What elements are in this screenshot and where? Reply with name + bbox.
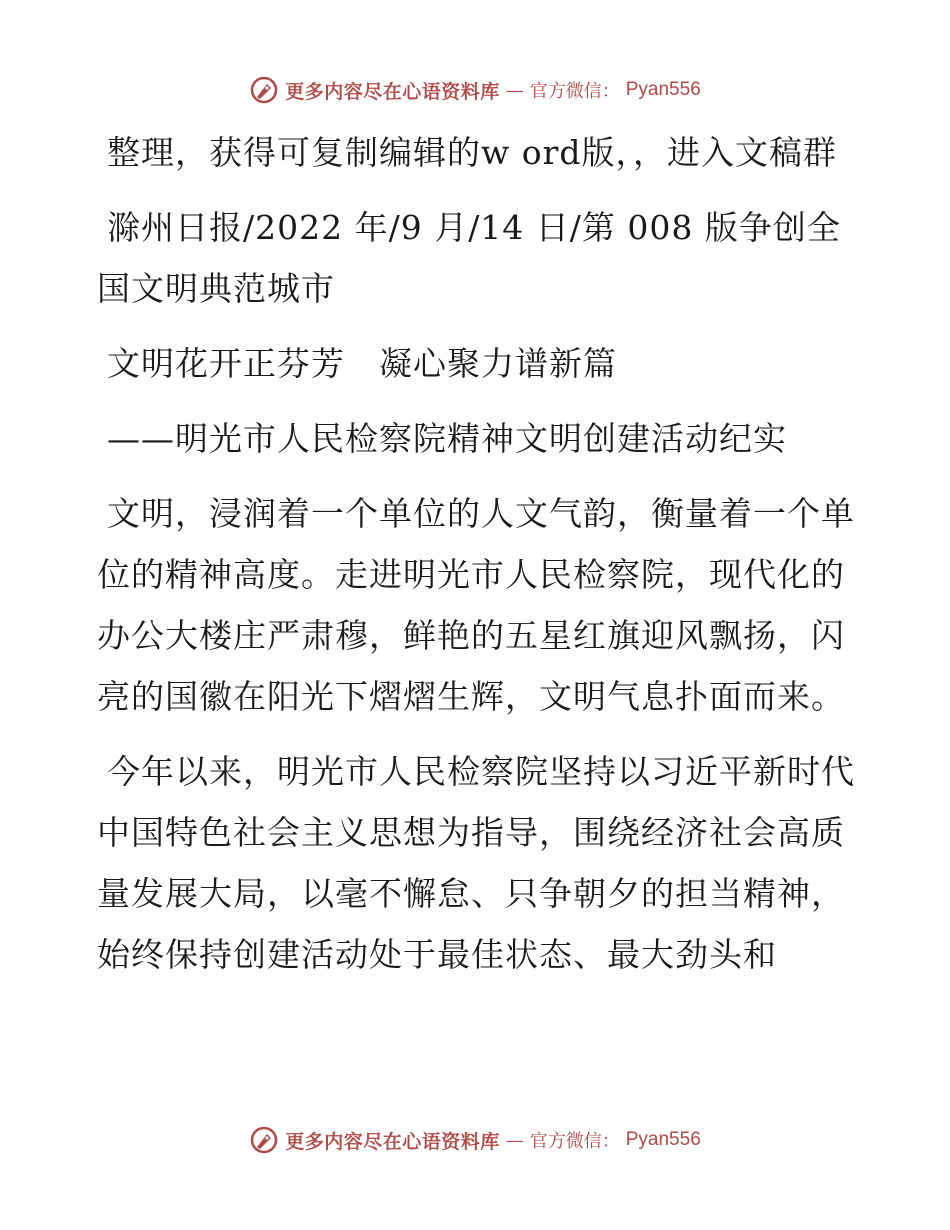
header-banner-title: 更多内容尽在心语资料库 — [285, 80, 500, 103]
paragraph — [97, 122, 857, 183]
article-title-text: 文明花开正芬芳 凝心聚力谱新篇 — [107, 344, 617, 383]
footer-banner-contact-id: Pyan556 — [625, 1129, 701, 1150]
pen-nib-logo-icon — [249, 1125, 279, 1155]
paragraph-text: 文明，浸润着一个单位的人文气韵，衡量着一个单位的精神高度。走进明光市人民检察院，现代化的办公大楼庄严肃穆，鲜艳的五星红旗迎风飘扬，闪亮的国徽在阳光下熠熠生辉，文明气息扑面而来。 — [97, 494, 855, 716]
article-subtitle-text: ——明光市人民检察院精神文明创建活动纪实 — [107, 419, 787, 458]
paragraph — [97, 197, 857, 319]
header-banner-contact-label: 官方微信： — [529, 81, 620, 102]
footer-banner-separator: — — [505, 1129, 524, 1151]
footer-banner — [0, 1120, 950, 1160]
article-title — [97, 333, 857, 394]
paragraph — [97, 483, 857, 727]
document-body — [97, 122, 857, 999]
paragraph-text: 整理，获得可复制编辑的w ord版，，进入文稿群 — [107, 133, 838, 172]
header-banner — [0, 70, 950, 110]
paragraph-text: 滁州日报/2022 年/9 月/14 日/第 008 版争创全国文明典范城市 — [97, 208, 841, 308]
footer-banner-title: 更多内容尽在心语资料库 — [285, 1130, 500, 1153]
paragraph — [97, 741, 857, 985]
header-banner-contact-id: Pyan556 — [625, 79, 701, 100]
footer-banner-contact-label: 官方微信： — [529, 1131, 620, 1152]
paragraph-text: 今年以来，明光市人民检察院坚持以习近平新时代中国特色社会主义思想为指导，围绕经济社会高质量发展大局，以毫不懈怠、只争朝夕的担当精神，始终保持创建活动处于最佳状态、最大劲头和 — [97, 752, 855, 974]
pen-nib-logo-icon — [249, 75, 279, 105]
article-subtitle — [97, 408, 857, 469]
header-banner-separator: — — [505, 79, 524, 101]
